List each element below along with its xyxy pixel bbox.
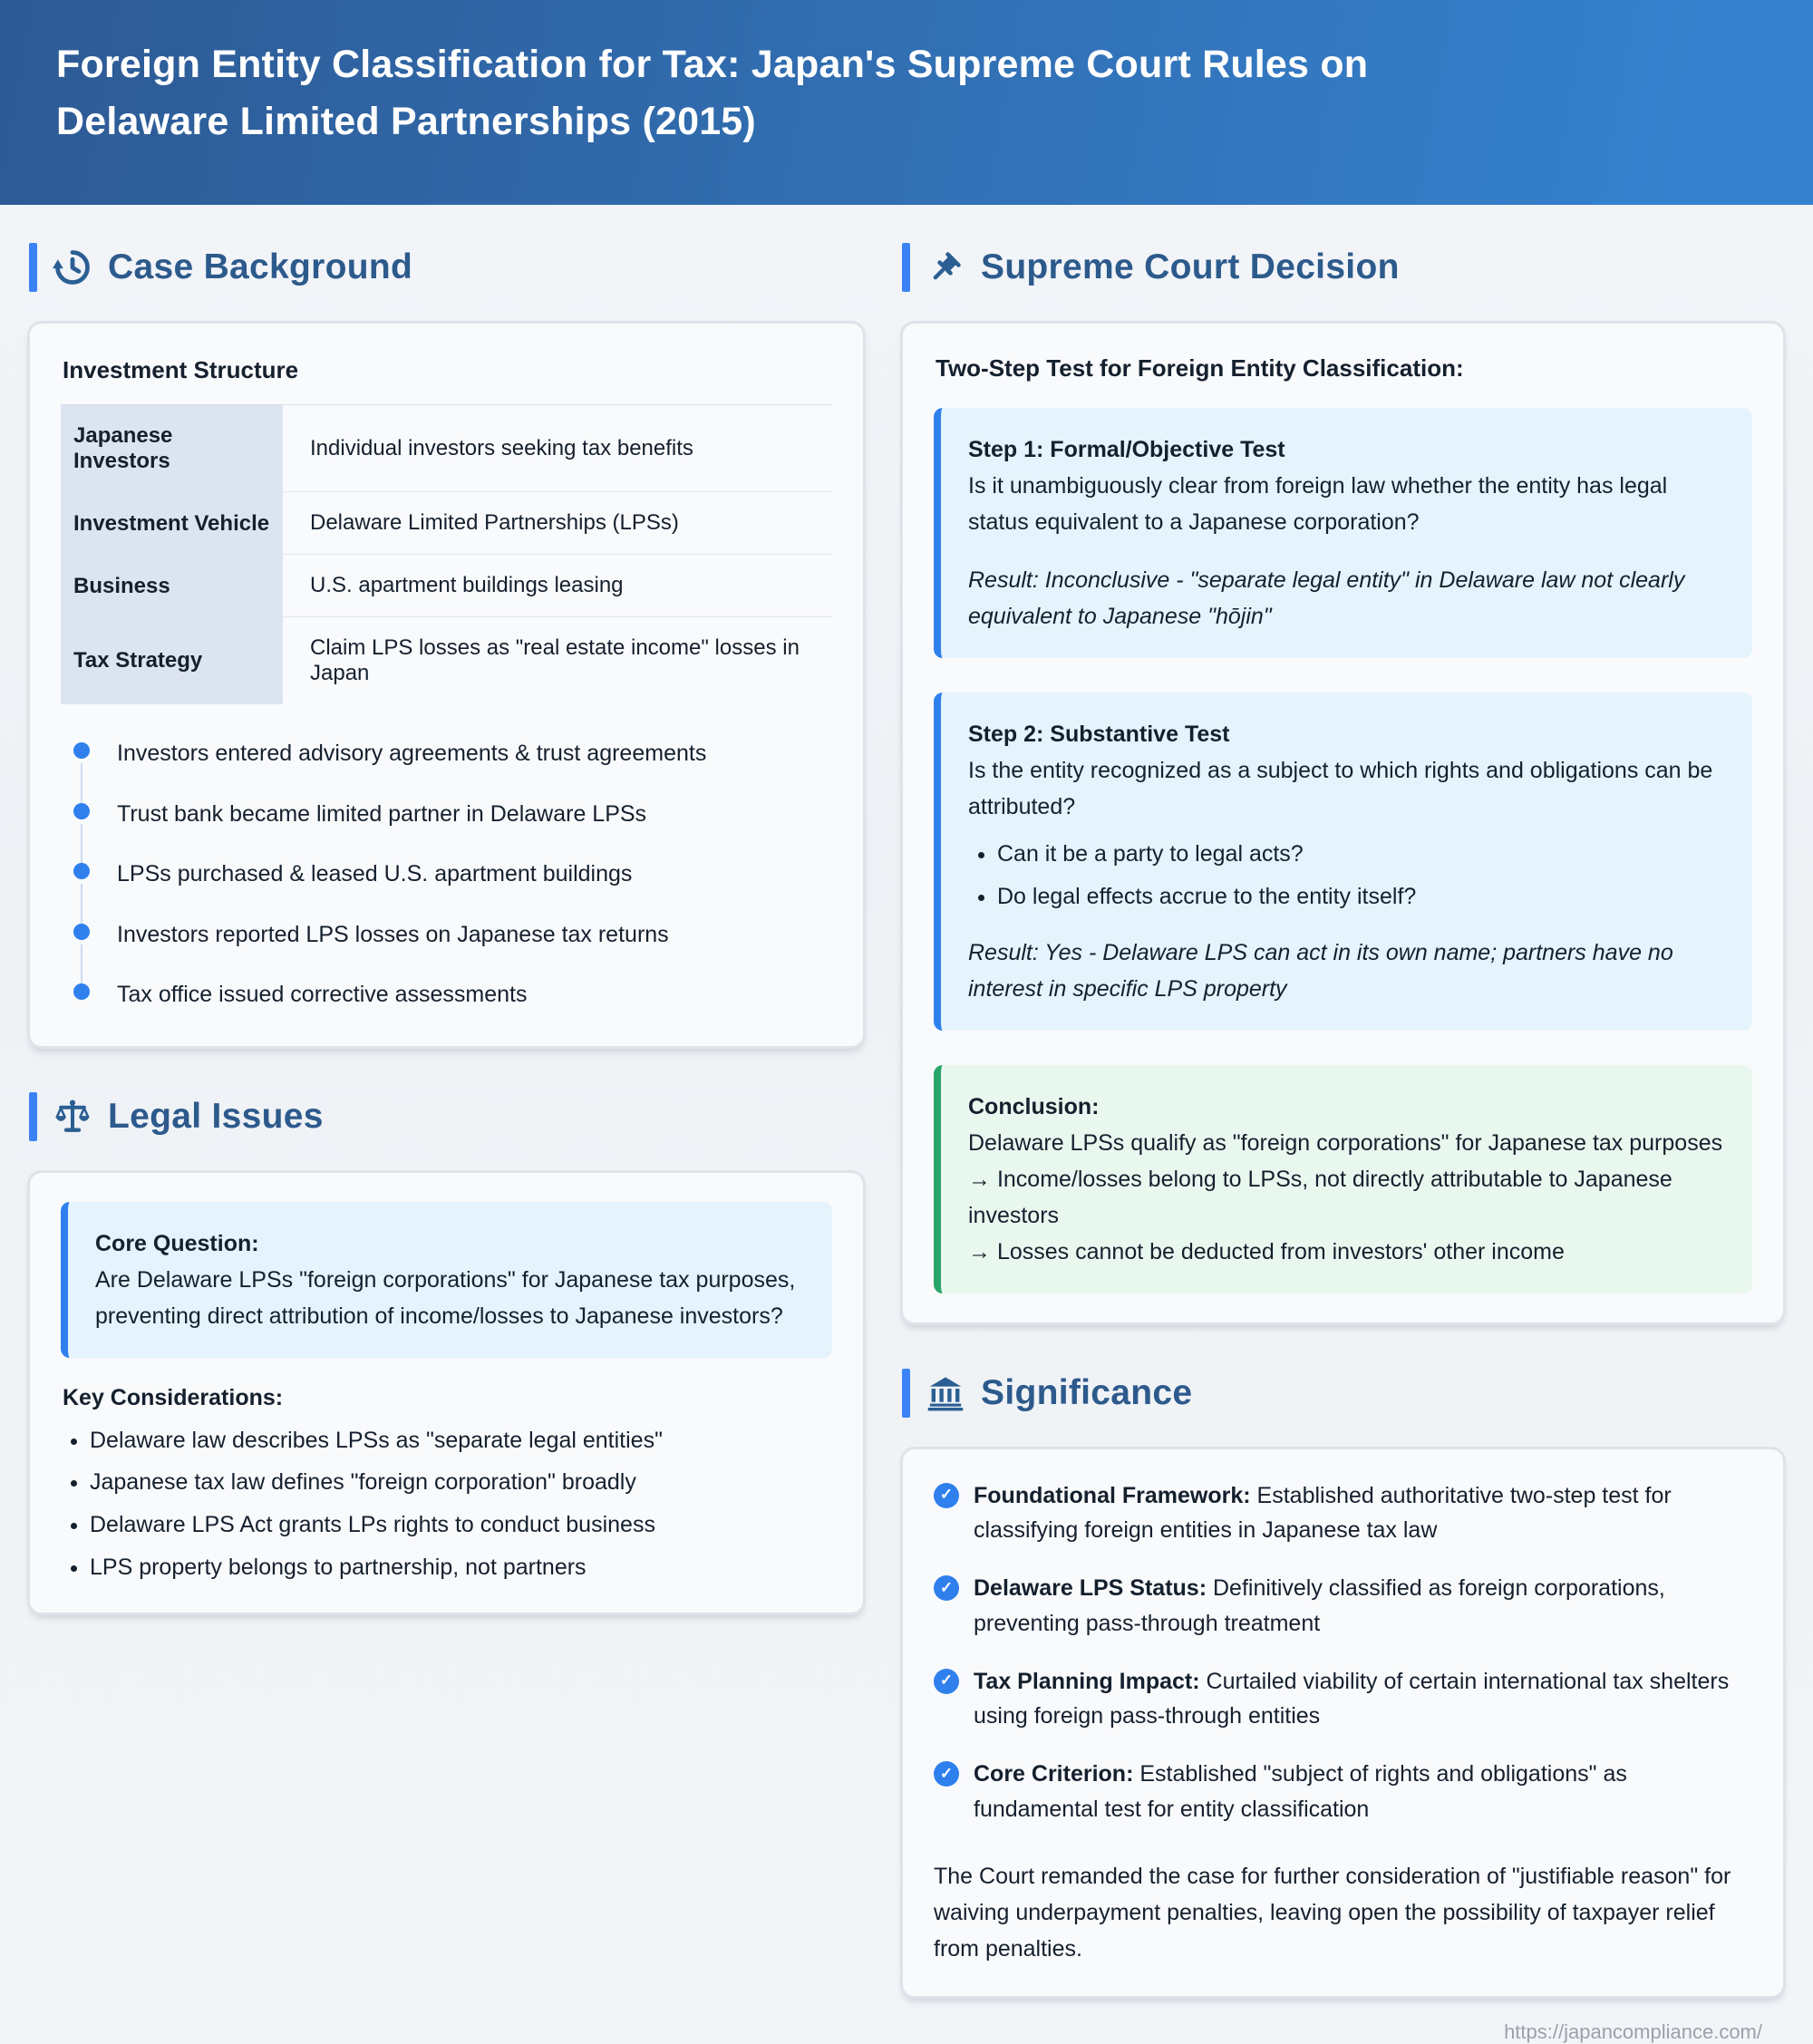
significance-card <box>900 1447 1786 1999</box>
table-row <box>61 555 832 617</box>
significance-item <box>934 1664 1752 1735</box>
row-value: Individual investors seeking tax benefits <box>283 405 832 492</box>
significance-text: Delaware LPS Status: Definitively classified as foreign corporations, preventing pass-through treatment <box>974 1575 1665 1636</box>
investment-structure-table <box>61 404 832 704</box>
row-label: Japanese Investors <box>61 405 283 492</box>
timeline-item: Investors reported LPS losses on Japanese tax returns <box>73 920 832 950</box>
core-question-label: Core Question: <box>95 1230 259 1256</box>
significance-item <box>934 1571 1752 1642</box>
step2-question: Is the entity recognized as a subject to which rights and obligations can be attributed? <box>968 758 1713 819</box>
heading-accent-bar <box>902 1369 910 1418</box>
section-title: Significance <box>981 1372 1193 1412</box>
row-label: Tax Strategy <box>61 617 283 704</box>
consideration-item: • LPS property belongs to partnership, not partners <box>90 1553 832 1584</box>
page-title-line-2: Delaware Limited Partnerships (2015) <box>56 100 756 144</box>
significance-label: Tax Planning Impact: <box>974 1668 1200 1694</box>
significance-text: Tax Planning Impact: Curtailed viability of certain international tax shelters using foreign pass-through entities <box>974 1668 1730 1729</box>
consideration-item: • Delaware law describes LPSs as "separate legal entities" <box>90 1426 832 1457</box>
significance-label: Foundational Framework: <box>974 1482 1251 1508</box>
step1-result: Result: Inconclusive - "separate legal entity" in Delaware law not clearly equivalent to Japanese "hōjin" <box>968 567 1685 629</box>
step1-question: Is it unambiguously clear from foreign law whether the entity has legal status equivalent to a Japanese corporation? <box>968 473 1668 535</box>
significance-heading <box>902 1369 1786 1418</box>
core-question-text: Are Delaware LPSs "foreign corporations" for Japanese tax purposes, preventing direct attribution of income/losses to Japanese investors? <box>95 1266 796 1329</box>
remand-note: The Court remanded the case for further consideration of "justifiable reason" for waiving underpayment penalties, leaving open the possibility of taxpayer relief from penalties. <box>934 1863 1731 1962</box>
bank-icon <box>926 1373 965 1413</box>
step2-result: Result: Yes - Delaware LPS can act in its own name; partners have no interest in specific LPS property <box>968 939 1673 1002</box>
check-circle-icon: ✓ <box>934 1483 959 1508</box>
timeline-item: Tax office issued corrective assessments <box>73 980 832 1010</box>
content-columns <box>0 205 1813 1999</box>
investment-structure-title: Investment Structure <box>63 356 299 383</box>
key-considerations-label: Key Considerations: <box>63 1384 284 1410</box>
right-column <box>900 243 1786 1999</box>
two-step-test-intro: Two-Step Test for Foreign Entity Classification: <box>936 354 1464 382</box>
supreme-court-heading <box>902 243 1786 292</box>
significance-item <box>934 1478 1752 1549</box>
supreme-court-card <box>900 321 1786 1325</box>
timeline-item: LPSs purchased & leased U.S. apartment buildings <box>73 859 832 889</box>
table-row <box>61 617 832 704</box>
consideration-item: • Delaware LPS Act grants LPs rights to conduct business <box>90 1510 832 1541</box>
significance-text: Core Criterion: Established "subject of rights and obligations" as fundamental test for entity classification <box>974 1761 1627 1822</box>
core-question-box <box>61 1202 832 1358</box>
significance-text: Foundational Framework: Established authoritative two-step test for classifying foreign entities in Japanese tax law <box>974 1482 1672 1544</box>
row-label: Business <box>61 555 283 617</box>
conclusion-line: → Losses cannot be deducted from investors' other income <box>968 1238 1565 1264</box>
row-label: Investment Vehicle <box>61 492 283 555</box>
row-value: Delaware Limited Partnerships (LPSs) <box>283 492 832 555</box>
significance-item <box>934 1757 1752 1827</box>
significance-label: Delaware LPS Status: <box>974 1575 1207 1601</box>
section-significance <box>900 1369 1786 1999</box>
conclusion-label: Conclusion: <box>968 1093 1100 1119</box>
section-title: Case Background <box>108 247 413 286</box>
check-circle-icon: ✓ <box>934 1669 959 1694</box>
legal-issues-heading <box>29 1092 866 1141</box>
history-icon <box>53 247 92 287</box>
section-case-background <box>27 243 866 1049</box>
step2-criteria-list <box>974 839 1725 913</box>
table-row <box>61 492 832 555</box>
conclusion-line: Delaware LPSs qualify as "foreign corporations" for Japanese tax purposes <box>968 1129 1723 1156</box>
case-timeline <box>73 739 832 1010</box>
conclusion-box <box>934 1065 1752 1293</box>
step2-criterion: • Do legal effects accrue to the entity itself? <box>997 882 1725 913</box>
step2-box <box>934 693 1752 1031</box>
timeline-item: Investors entered advisory agreements & trust agreements <box>73 739 832 769</box>
section-supreme-court <box>900 243 1786 1325</box>
source-url: https://japancompliance.com/ <box>1504 2020 1762 2043</box>
conclusion-line: → Income/losses belong to LPSs, not directly attributable to Japanese investors <box>968 1166 1672 1228</box>
heading-accent-bar <box>29 1092 37 1141</box>
significance-label: Core Criterion: <box>974 1761 1134 1787</box>
step2-title: Step 2: Substantive Test <box>968 722 1230 747</box>
left-column <box>27 243 866 1999</box>
section-title: Legal Issues <box>108 1096 324 1136</box>
step1-box <box>934 408 1752 658</box>
table-row <box>61 405 832 492</box>
timeline-item: Trust bank became limited partner in Delaware LPSs <box>73 799 832 829</box>
heading-accent-bar <box>29 243 37 292</box>
legal-issues-card <box>27 1170 866 1615</box>
section-legal-issues <box>27 1092 866 1615</box>
heading-accent-bar <box>902 243 910 292</box>
check-circle-icon: ✓ <box>934 1761 959 1787</box>
case-background-card <box>27 321 866 1049</box>
key-considerations-list <box>66 1426 832 1584</box>
section-title: Supreme Court Decision <box>981 247 1400 286</box>
page-title-line-1: Foreign Entity Classification for Tax: Japan's Supreme Court Rules on <box>56 43 1369 86</box>
case-background-heading <box>29 243 866 292</box>
scales-icon <box>53 1097 92 1137</box>
consideration-item: • Japanese tax law defines "foreign corporation" broadly <box>90 1468 832 1498</box>
check-circle-icon: ✓ <box>934 1575 959 1601</box>
step2-criterion: • Can it be a party to legal acts? <box>997 839 1725 870</box>
row-value: U.S. apartment buildings leasing <box>283 555 832 617</box>
gavel-icon <box>926 247 965 287</box>
step1-title: Step 1: Formal/Objective Test <box>968 437 1285 462</box>
page-header <box>0 0 1813 205</box>
row-value: Claim LPS losses as "real estate income" losses in Japan <box>310 635 800 685</box>
